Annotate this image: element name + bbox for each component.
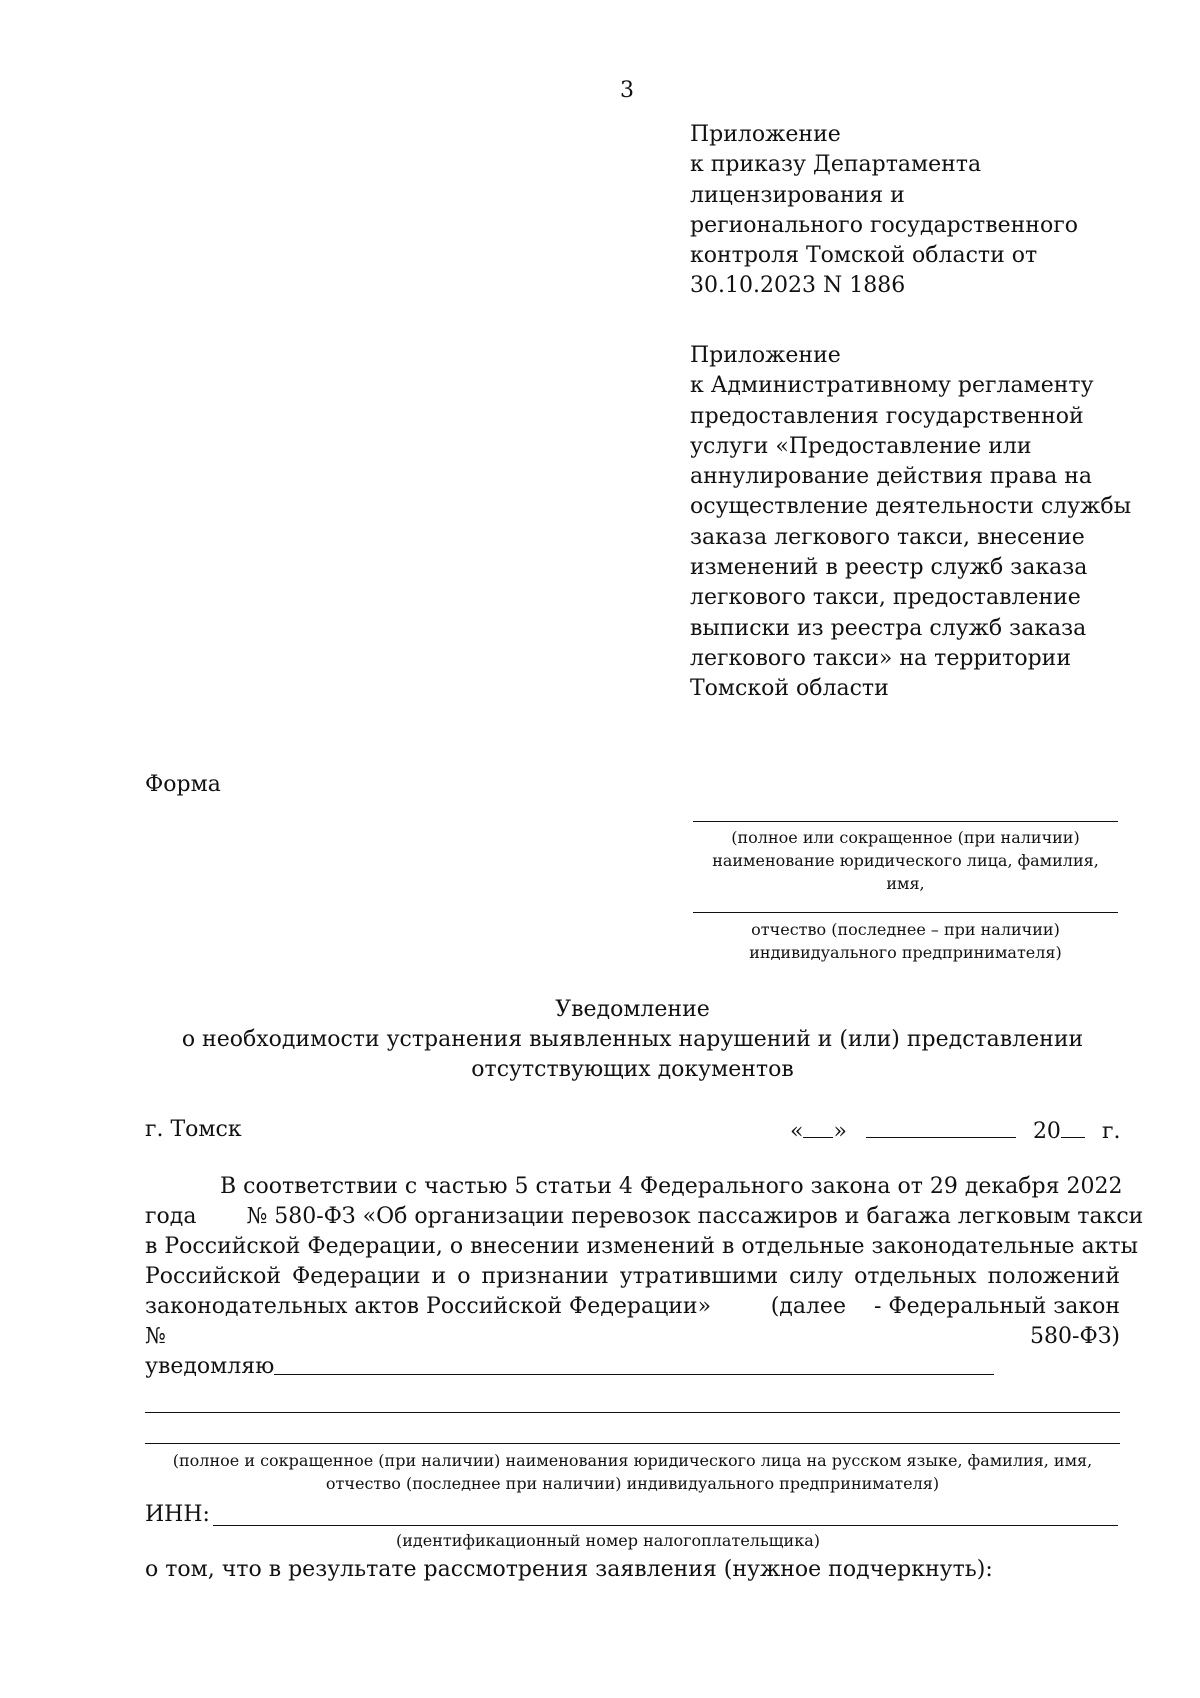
appendix-regulation-line: аннулирование действия права на (690, 464, 1092, 490)
body-line (145, 1262, 1120, 1292)
date-month-blank (866, 1115, 1016, 1138)
caption-line: (полное и сокращенное (при наличии) наименования юридического лица на русском языке, фамилия, имя, (172, 1451, 1093, 1470)
appendix-regulation-line: предоставления государственной (690, 403, 1084, 429)
date-open-quote: « (790, 1119, 804, 1144)
body-line-text: № 580-ФЗ «Об организации перевозок пассажиров и багажа легковым такси (246, 1204, 1144, 1229)
form-label: Форма (145, 772, 221, 797)
appendix-regulation-block (690, 341, 1150, 705)
caption-line: имя, (886, 874, 925, 893)
body-line-text: 580-ФЗ) (1030, 1324, 1120, 1349)
entity-caption (145, 1449, 1120, 1495)
body-line-text: В соответствии с частью 5 статьи 4 Федерального закона от 29 декабря 2022 (220, 1174, 1123, 1199)
date-field (790, 1115, 1120, 1147)
appendix-regulation-line: к Административному регламенту (690, 373, 1094, 399)
appendix-order-block (690, 120, 1150, 302)
appendix-order-line: Приложение (690, 122, 841, 147)
body-paragraph (145, 1172, 1144, 1382)
body-line (145, 1322, 1120, 1352)
appendix-regulation-line: Приложение (690, 343, 841, 368)
closing-line: о том, что в результате рассмотрения заявления (нужное подчеркнуть): (145, 1557, 993, 1582)
appendix-regulation-line: выписки из реестра служб заказа (690, 615, 1087, 641)
appendix-regulation-line: заказа легкового такси, внесение (690, 524, 1085, 550)
body-line-text: № (145, 1324, 166, 1349)
body-line (145, 1202, 1144, 1232)
page-number: 3 (620, 78, 634, 103)
recipient-patronymic-line (693, 912, 1118, 913)
notify-label: уведомляю (145, 1354, 275, 1379)
body-line-text: законодательных актов Российской Федерации» (145, 1294, 712, 1319)
notice-subtitle-line: отсутствующих документов (471, 1057, 794, 1082)
body-line-text: в Российской Федерации, о внесении изменений в отдельные законодательные акты (145, 1234, 1139, 1259)
body-line-text: года (145, 1204, 197, 1229)
caption-line: наименование юридического лица, фамилия, (712, 851, 1099, 870)
inn-caption: (идентификационный номер налогоплательщика) (396, 1531, 820, 1550)
appendix-order-line: лицензирования и (690, 182, 905, 208)
body-line-text: - Федеральный закон (873, 1294, 1120, 1319)
body-line-text: (далее (770, 1294, 846, 1319)
appendix-regulation-line: Томской области (690, 676, 889, 702)
body-line (145, 1232, 1139, 1262)
caption-line: (полное или сокращенное (при наличии) (731, 828, 1080, 847)
appendix-regulation-line: услуги «Предоставление или (690, 433, 1032, 459)
body-line (145, 1292, 1120, 1322)
caption-line: отчество (последнее при наличии) индивидуального предпринимателя) (325, 1474, 940, 1493)
body-line (145, 1172, 1123, 1202)
notice-heading: Уведомление (555, 997, 710, 1022)
appendix-regulation-line: легкового такси, предоставление (690, 585, 1081, 611)
recipient-caption-1 (693, 826, 1118, 895)
notify-blank (274, 1352, 994, 1375)
date-year-prefix: 20 (1032, 1119, 1061, 1144)
entity-name-line-1 (145, 1412, 1120, 1413)
appendix-order-line: 30.10.2023 N 1886 (690, 273, 906, 299)
date-close-quote: » (833, 1119, 847, 1144)
appendix-order-line: регионального государственного (690, 212, 1078, 238)
appendix-regulation-line: легкового такси» на территории (690, 645, 1072, 671)
appendix-order-line: к приказу Департамента (690, 152, 982, 178)
inn-line (213, 1525, 1118, 1526)
entity-name-line-2 (145, 1443, 1120, 1444)
date-year-blank (1061, 1115, 1085, 1138)
inn-label: ИНН: (145, 1502, 210, 1527)
notice-subtitle-line: о необходимости устранения выявленных нарушений и (или) представлении (181, 1027, 1084, 1052)
body-line-text: Российской Федерации и о признании утратившими силу отдельных положений (145, 1264, 1120, 1289)
date-year-suffix: г. (1101, 1119, 1121, 1144)
appendix-regulation-line: изменений в реестр служб заказа (690, 555, 1088, 581)
appendix-regulation-line: осуществление деятельности службы (690, 494, 1132, 520)
body-line (145, 1352, 1120, 1382)
appendix-order-line: контроля Томской области от (690, 243, 1038, 269)
place: г. Томск (145, 1117, 242, 1142)
recipient-name-line (693, 821, 1118, 822)
caption-line: отчество (последнее – при наличии) (751, 920, 1060, 939)
caption-line: индивидуального предпринимателя) (749, 943, 1062, 962)
recipient-caption-2 (693, 918, 1118, 964)
notice-title (145, 995, 1120, 1085)
date-day-blank (803, 1115, 833, 1138)
